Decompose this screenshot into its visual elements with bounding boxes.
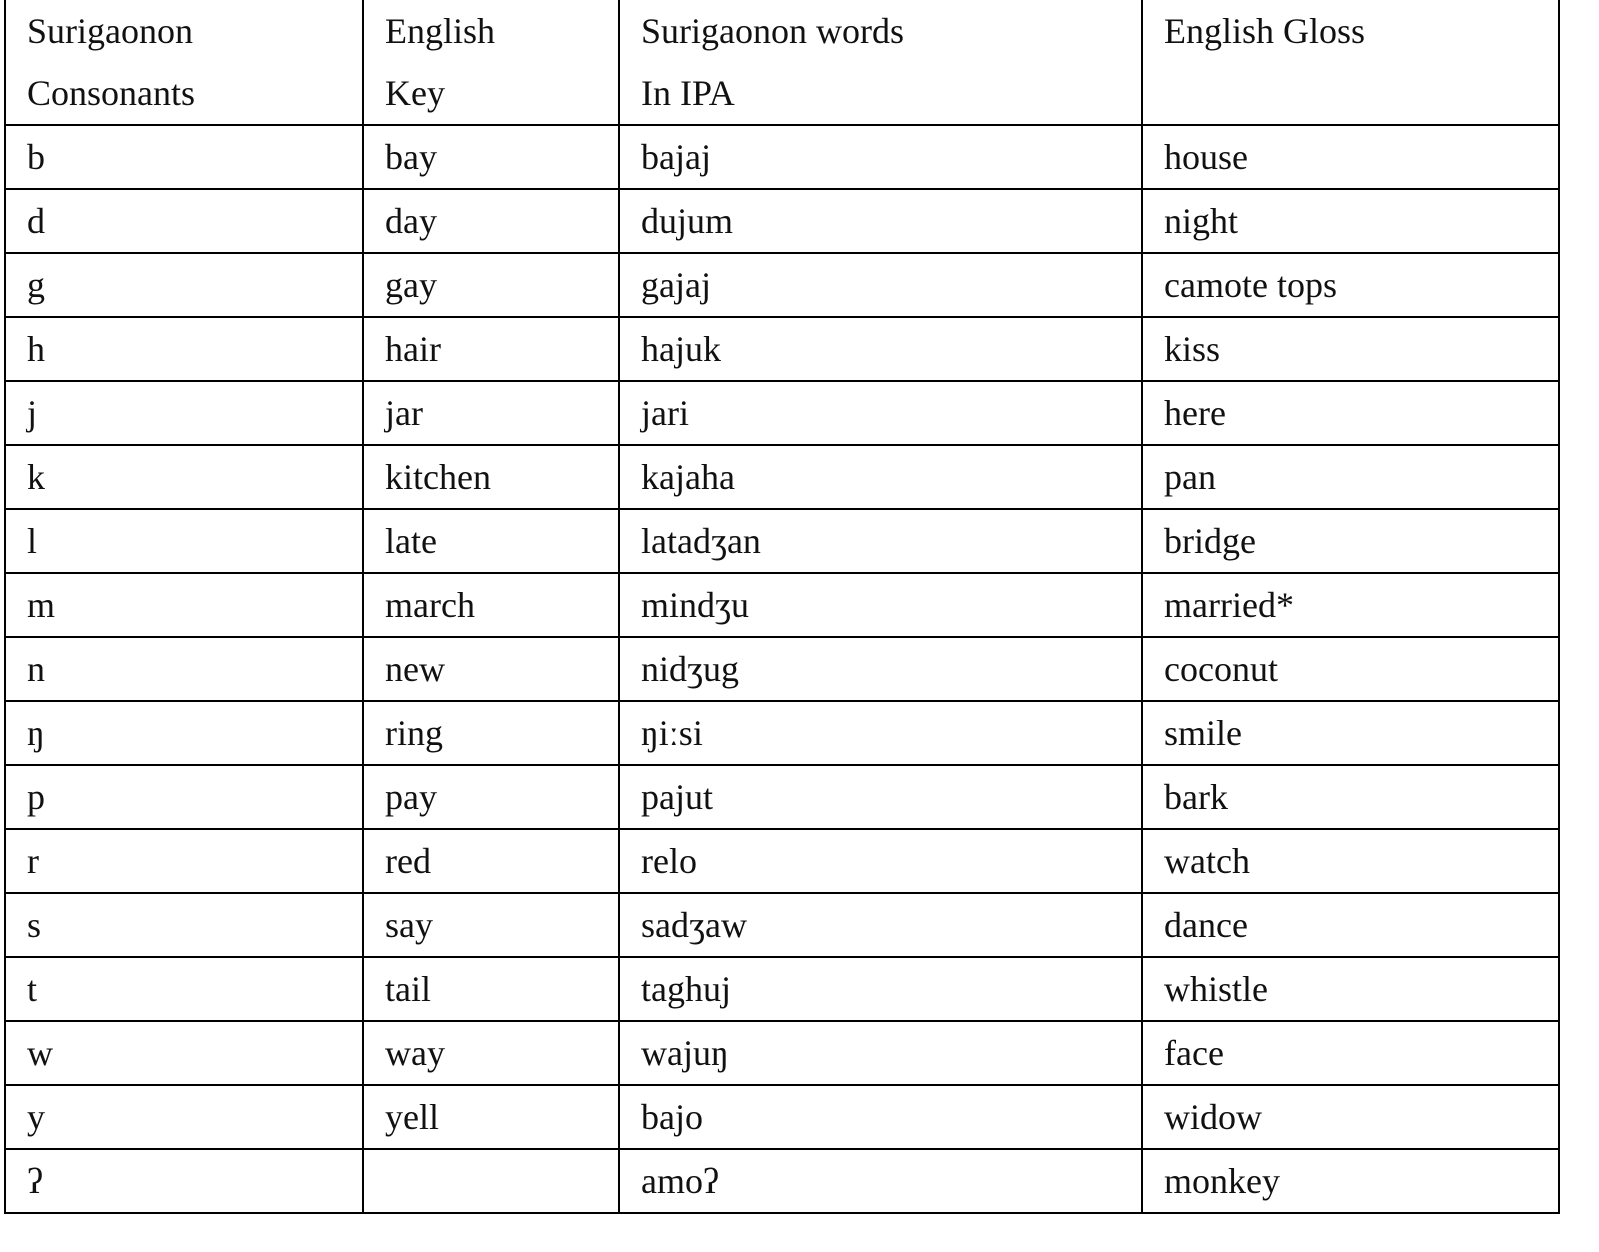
table-row <box>5 317 1559 381</box>
english-key-cell: late <box>363 509 619 573</box>
table-header-row <box>5 0 1559 125</box>
english-gloss-cell: kiss <box>1142 317 1559 381</box>
english-key-cell: way <box>363 1021 619 1085</box>
header-surigaonon-words-ipa: Surigaonon words In IPA <box>619 0 1142 125</box>
english-gloss-cell: here <box>1142 381 1559 445</box>
english-gloss-cell: whistle <box>1142 957 1559 1021</box>
table-row <box>5 701 1559 765</box>
consonant-cell: r <box>5 829 363 893</box>
consonant-cell: ŋ <box>5 701 363 765</box>
ipa-word-cell: taghuj <box>619 957 1142 1021</box>
english-key-cell: march <box>363 573 619 637</box>
header-english-key: English Key <box>363 0 619 125</box>
table-row <box>5 637 1559 701</box>
english-gloss-cell: smile <box>1142 701 1559 765</box>
table-row <box>5 253 1559 317</box>
table-row <box>5 957 1559 1021</box>
english-key-cell: bay <box>363 125 619 189</box>
consonant-cell: b <box>5 125 363 189</box>
english-key-cell: red <box>363 829 619 893</box>
ipa-word-cell: mindʒu <box>619 573 1142 637</box>
english-key-cell: tail <box>363 957 619 1021</box>
consonant-cell: n <box>5 637 363 701</box>
table-row <box>5 765 1559 829</box>
consonant-cell: ʔ <box>5 1149 363 1213</box>
ipa-word-cell: sadʒaw <box>619 893 1142 957</box>
english-key-cell: yell <box>363 1085 619 1149</box>
consonant-table <box>4 0 1560 1214</box>
table-body <box>5 125 1559 1213</box>
table-row <box>5 509 1559 573</box>
english-gloss-cell: married* <box>1142 573 1559 637</box>
english-gloss-cell: bark <box>1142 765 1559 829</box>
english-key-cell: ring <box>363 701 619 765</box>
ipa-word-cell: bajaj <box>619 125 1142 189</box>
english-gloss-cell: monkey <box>1142 1149 1559 1213</box>
header-surigaonon-consonants: Surigaonon Consonants <box>5 0 363 125</box>
consonant-cell: d <box>5 189 363 253</box>
ipa-word-cell: relo <box>619 829 1142 893</box>
english-key-cell <box>363 1149 619 1213</box>
ipa-word-cell: gajaj <box>619 253 1142 317</box>
ipa-word-cell: pajut <box>619 765 1142 829</box>
english-key-cell: hair <box>363 317 619 381</box>
english-key-cell: kitchen <box>363 445 619 509</box>
english-key-cell: day <box>363 189 619 253</box>
english-gloss-cell: coconut <box>1142 637 1559 701</box>
table-row <box>5 381 1559 445</box>
english-gloss-cell: night <box>1142 189 1559 253</box>
english-gloss-cell: dance <box>1142 893 1559 957</box>
table-row <box>5 189 1559 253</box>
table-row <box>5 1085 1559 1149</box>
english-gloss-cell: face <box>1142 1021 1559 1085</box>
table-row <box>5 1021 1559 1085</box>
ipa-word-cell: hajuk <box>619 317 1142 381</box>
consonant-cell: g <box>5 253 363 317</box>
ipa-word-cell: wajuŋ <box>619 1021 1142 1085</box>
table-row <box>5 893 1559 957</box>
english-gloss-cell: watch <box>1142 829 1559 893</box>
consonant-cell: m <box>5 573 363 637</box>
consonant-cell: k <box>5 445 363 509</box>
consonant-cell: t <box>5 957 363 1021</box>
ipa-word-cell: jari <box>619 381 1142 445</box>
english-key-cell: jar <box>363 381 619 445</box>
ipa-word-cell: nidʒug <box>619 637 1142 701</box>
consonant-cell: h <box>5 317 363 381</box>
consonant-cell: w <box>5 1021 363 1085</box>
consonant-cell: p <box>5 765 363 829</box>
ipa-word-cell: amoʔ <box>619 1149 1142 1213</box>
ipa-word-cell: kajaha <box>619 445 1142 509</box>
table-row <box>5 573 1559 637</box>
english-gloss-cell: bridge <box>1142 509 1559 573</box>
english-key-cell: say <box>363 893 619 957</box>
table-row <box>5 125 1559 189</box>
english-key-cell: gay <box>363 253 619 317</box>
table-row <box>5 445 1559 509</box>
consonant-table-container <box>4 0 1560 1214</box>
header-english-gloss: English Gloss <box>1142 0 1559 125</box>
ipa-word-cell: latadʒan <box>619 509 1142 573</box>
english-gloss-cell: camote tops <box>1142 253 1559 317</box>
consonant-cell: s <box>5 893 363 957</box>
english-key-cell: new <box>363 637 619 701</box>
consonant-cell: j <box>5 381 363 445</box>
english-gloss-cell: pan <box>1142 445 1559 509</box>
english-key-cell: pay <box>363 765 619 829</box>
consonant-cell: l <box>5 509 363 573</box>
ipa-word-cell: ŋiːsi <box>619 701 1142 765</box>
ipa-word-cell: dujum <box>619 189 1142 253</box>
table-row <box>5 829 1559 893</box>
consonant-cell: y <box>5 1085 363 1149</box>
ipa-word-cell: bajo <box>619 1085 1142 1149</box>
english-gloss-cell: widow <box>1142 1085 1559 1149</box>
table-row <box>5 1149 1559 1213</box>
english-gloss-cell: house <box>1142 125 1559 189</box>
